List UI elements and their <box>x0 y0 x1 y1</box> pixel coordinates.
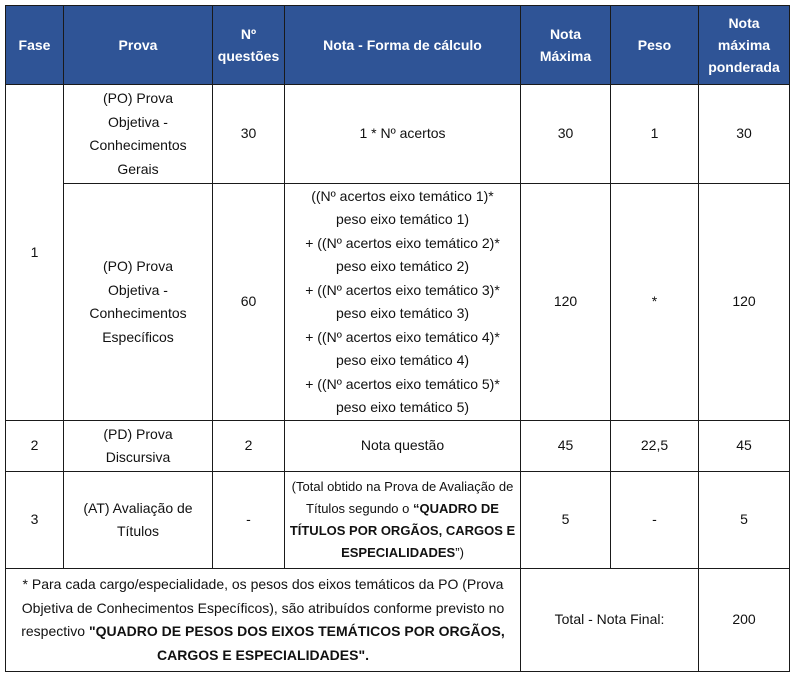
nota-maxima-value: 5 <box>561 511 570 528</box>
prova-line: Títulos <box>116 523 159 539</box>
footnote-cell <box>6 569 521 672</box>
header-forma-calculo-label: Nota - Forma de cálculo <box>323 37 482 53</box>
prova-line: Específicos <box>102 328 174 345</box>
header-nota-ponderada-line1: Nota <box>728 15 760 31</box>
header-nota-ponderada-line2: máxima <box>717 37 771 53</box>
total-label: Total - Nota Final: <box>554 611 665 628</box>
questoes-value: 30 <box>240 125 257 142</box>
formula-line: peso eixo temático 5) <box>335 399 470 415</box>
table-row <box>6 421 790 472</box>
questoes-value: - <box>246 511 251 528</box>
prova-line: Conhecimentos <box>89 137 187 153</box>
table-row <box>6 85 790 184</box>
formula-line: peso eixo temático 4) <box>335 352 470 368</box>
peso-cell <box>611 184 699 421</box>
questoes-value: 2 <box>244 437 253 454</box>
header-nota-ponderada-line3: ponderada <box>708 59 780 75</box>
formula-text-bold: “QUADRO DE TÍTULOS POR ORGÃOS, CARGOS E ESPECIALIDADES <box>289 501 516 560</box>
nota-ponderada-cell <box>699 472 790 569</box>
questoes-cell <box>213 472 285 569</box>
header-peso <box>611 6 699 85</box>
fase-cell <box>6 421 64 472</box>
grade-table <box>5 5 790 672</box>
header-nota-maxima-line2: Máxima <box>539 48 592 64</box>
formula-line: + ((Nº acertos eixo temático 5)* <box>305 375 500 392</box>
footer-row <box>6 569 790 672</box>
nota-ponderada-cell <box>699 184 790 421</box>
formula-cell <box>285 421 521 472</box>
nota-maxima-cell <box>521 184 611 421</box>
formula-line: 1 * Nº acertos <box>359 125 446 142</box>
header-forma-calculo <box>285 6 521 85</box>
fase-cell <box>6 85 64 421</box>
peso-cell <box>611 85 699 184</box>
prova-line: Objetiva - <box>108 281 168 298</box>
questoes-cell <box>213 184 285 421</box>
fase-value: 1 <box>30 243 39 260</box>
header-peso-label: Peso <box>637 37 672 53</box>
header-nota-ponderada <box>699 6 790 85</box>
formula-line: peso eixo temático 1) <box>335 211 470 227</box>
formula-cell <box>285 184 521 421</box>
formula-text-plain: (Total obtido na Prova de Avaliação de Títulos segundo o <box>291 479 514 516</box>
questoes-cell <box>213 85 285 184</box>
formula-line: + ((Nº acertos eixo temático 2)* <box>305 234 500 251</box>
prova-line: Conhecimentos <box>89 305 187 321</box>
header-fase <box>6 6 64 85</box>
formula-line: + ((Nº acertos eixo temático 4)* <box>305 328 500 345</box>
prova-line: Discursiva <box>105 449 171 465</box>
formula-cell <box>285 85 521 184</box>
nota-ponderada-value: 45 <box>736 437 752 454</box>
nota-maxima-cell <box>521 85 611 184</box>
peso-value: 22,5 <box>640 437 669 454</box>
prova-cell <box>64 472 213 569</box>
prova-line: Objetiva - <box>108 113 168 130</box>
fase-value: 2 <box>30 437 39 454</box>
prova-line: (PO) Prova <box>102 90 173 106</box>
nota-maxima-value: 45 <box>557 437 574 454</box>
peso-value: * <box>651 293 658 310</box>
header-questoes-line2: questões <box>217 48 280 64</box>
nota-maxima-cell <box>521 472 611 569</box>
prova-cell <box>64 184 213 421</box>
nota-ponderada-value: 30 <box>736 125 752 142</box>
peso-value: 1 <box>650 125 659 142</box>
questoes-cell <box>213 421 285 472</box>
peso-cell <box>611 472 699 569</box>
formula-line: peso eixo temático 3) <box>335 305 470 321</box>
prova-cell <box>64 421 213 472</box>
peso-cell <box>611 421 699 472</box>
table-row <box>6 472 790 569</box>
header-questoes-line1: Nº <box>240 26 257 42</box>
prova-line: (AT) Avaliação de <box>83 499 193 516</box>
peso-value: - <box>652 511 657 528</box>
formula-line: ((Nº acertos eixo temático 1)* <box>311 187 494 204</box>
formula-line: + ((Nº acertos eixo temático 3)* <box>305 281 500 298</box>
total-label-cell <box>521 569 699 672</box>
nota-maxima-value: 120 <box>553 293 578 310</box>
formula-line: Nota questão <box>360 437 445 454</box>
footnote-text-end: . <box>365 646 369 663</box>
header-nota-maxima-line1: Nota <box>549 26 582 42</box>
nota-maxima-cell <box>521 421 611 472</box>
prova-line: (PD) Prova <box>103 425 173 442</box>
total-value: 200 <box>732 611 756 628</box>
footnote-text-plain: * Para cada cargo/especialidade, os pesos dos eixos temáticos da PO (Prova Objetiva de Conhecimentos Específicos), são atribuídos conforme previsto no respectivo <box>21 576 505 639</box>
header-row <box>6 6 790 85</box>
header-fase-label: Fase <box>18 37 51 53</box>
formula-cell <box>285 472 521 569</box>
prova-line: (PO) Prova <box>102 258 173 274</box>
header-prova-label: Prova <box>118 37 158 53</box>
formula-line: peso eixo temático 2) <box>335 258 470 274</box>
nota-ponderada-value: 120 <box>732 293 756 310</box>
questoes-value: 60 <box>240 293 257 310</box>
nota-ponderada-cell <box>699 421 790 472</box>
table-row <box>6 184 790 421</box>
formula-text-end: ”) <box>455 545 464 560</box>
nota-maxima-value: 30 <box>557 125 574 142</box>
footnote-text-bold: "QUADRO DE PESOS DOS EIXOS TEMÁTICOS POR ORGÃOS, CARGOS E ESPECIALIDADES" <box>88 623 505 663</box>
header-questoes <box>213 6 285 85</box>
prova-cell <box>64 85 213 184</box>
header-nota-maxima <box>521 6 611 85</box>
nota-ponderada-value: 5 <box>740 511 748 528</box>
fase-cell <box>6 472 64 569</box>
prova-line: Gerais <box>117 160 159 177</box>
header-prova <box>64 6 213 85</box>
nota-ponderada-cell <box>699 85 790 184</box>
total-value-cell <box>699 569 790 672</box>
fase-value: 3 <box>30 511 39 528</box>
